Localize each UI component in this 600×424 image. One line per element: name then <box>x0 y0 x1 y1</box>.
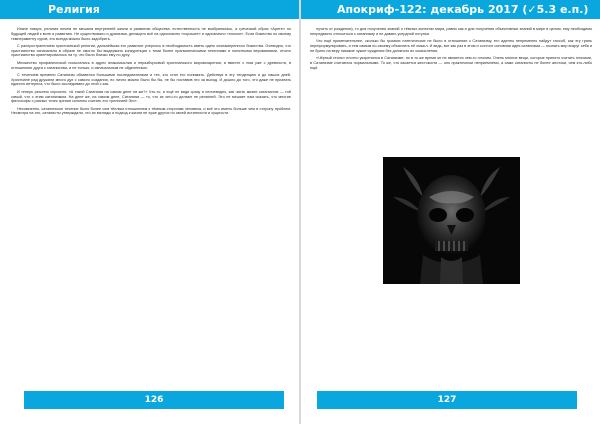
paragraph: С течением времени Сатанизм обзавелся большими последователями и тех, кто стал его понимать. Действуя в эту тенденцию и до наших дней. Христиане рад дружили много дух с самого создания, но лично можно было бы бы, не бы поставив это за выход. И дошло до того, что даже не признать единого интереса, что было исследовано до этой с как. <box>11 72 291 87</box>
paragraph: лучить от рождения), то для получения знаний о тёмных аспектах мира, равно как и для получения объективных знаний в мире в целом, ему необходимо непредвзято относиться к сатанизму и не давать усердной потупьи. <box>310 27 592 36</box>
issue-title: Апокриф-122: декабрь 2017 (✓5.3 е.п.) <box>301 0 600 19</box>
paragraph: «Чёрный стиль» плотно укоренился в Сатанизме, но в то же время он не является чем-то плохим. Очень многие вещи, которые принято считать плохими, в Сатанизме считаются нормальными. То же, что касается жестокости — оно практически неприемлемо, а сами сатанисты не более жестоки, чем кто-либо ещё. <box>310 55 592 70</box>
skull-photo <box>383 157 520 284</box>
page-number: 127 <box>317 391 577 409</box>
paragraph: С распространением христианской религии, дальнейшая его развитие уперлось в необходимость иметь идею злонамеренного божества. Очевидно, что христианство изначально в образе не смогло бы выдержать конкуренции с теми более прагматическими течениями и понятными верованиями, отчего христианство ориентировалось на ту, что было близко ему по духу. <box>11 43 291 58</box>
left-page-text-column <box>11 27 291 385</box>
left-page <box>0 0 299 424</box>
paragraph: Множество профанической посылались в адрес инакомыслия и неразборчивой христианского мировоззрения, и вместе с ним уже с древности, в отношениях друга к сатанистам, и не только, и изначальным не обделенным. <box>11 60 291 70</box>
paragraph: Иначе говоря, религия ничем не мешала внутренней жизни и развитию общества: естественность не возбранялась, а греческий образ «Арете» по будущей людей к воле и развитию. Не существовало и дуализма, делящего всё на однозначно «хорошее» и однозначно «плохое». Если божество по своему темпераменту суров, его всегда можно было задобрить. <box>11 27 291 41</box>
right-page-text-column <box>310 27 592 149</box>
paragraph: Что ещё примечательнее, сколько бы громких патетических не было в отношении к Сатанизму, его адепты непременно найдут способ, как эту грань переформулировать, и тем самым по-своему объяснить её смысл. И ведь, вот как раз в этом и состоит основная идея сатанизма — познать мир вокруг себя и не брать на веру никакие чужие суждения без должного их осмысления. <box>310 39 592 53</box>
page-number: 126 <box>24 391 284 409</box>
right-page <box>301 0 600 424</box>
paragraph: Несомненно, сатанинское течение было более чем тёплым отношением к тёмным сторонам человека, и всё это имело больше чем в сторону проблем. Несмотря на это, сатанисты утверждали, что их взгляды и подход к жизни не хуже других по своей истинности и сущности. <box>11 106 291 116</box>
skull-illustration-icon <box>383 157 520 284</box>
paragraph: И теперь резонно спросить: «А такой Сатанизм на самом деле ли же?» Что-то, и ещё не види сразу и неочевидно, как часть жизни сатанистов — той самой, что с этим сатанизмом. На деле же, на самом деле, Сатанизм — то, что из чего-то делают не религией. Это не мешает нам сказать, что многие философы с разных точек зрения склонны считать его «религией Эго». <box>11 89 291 104</box>
section-title: Религия <box>0 0 299 19</box>
